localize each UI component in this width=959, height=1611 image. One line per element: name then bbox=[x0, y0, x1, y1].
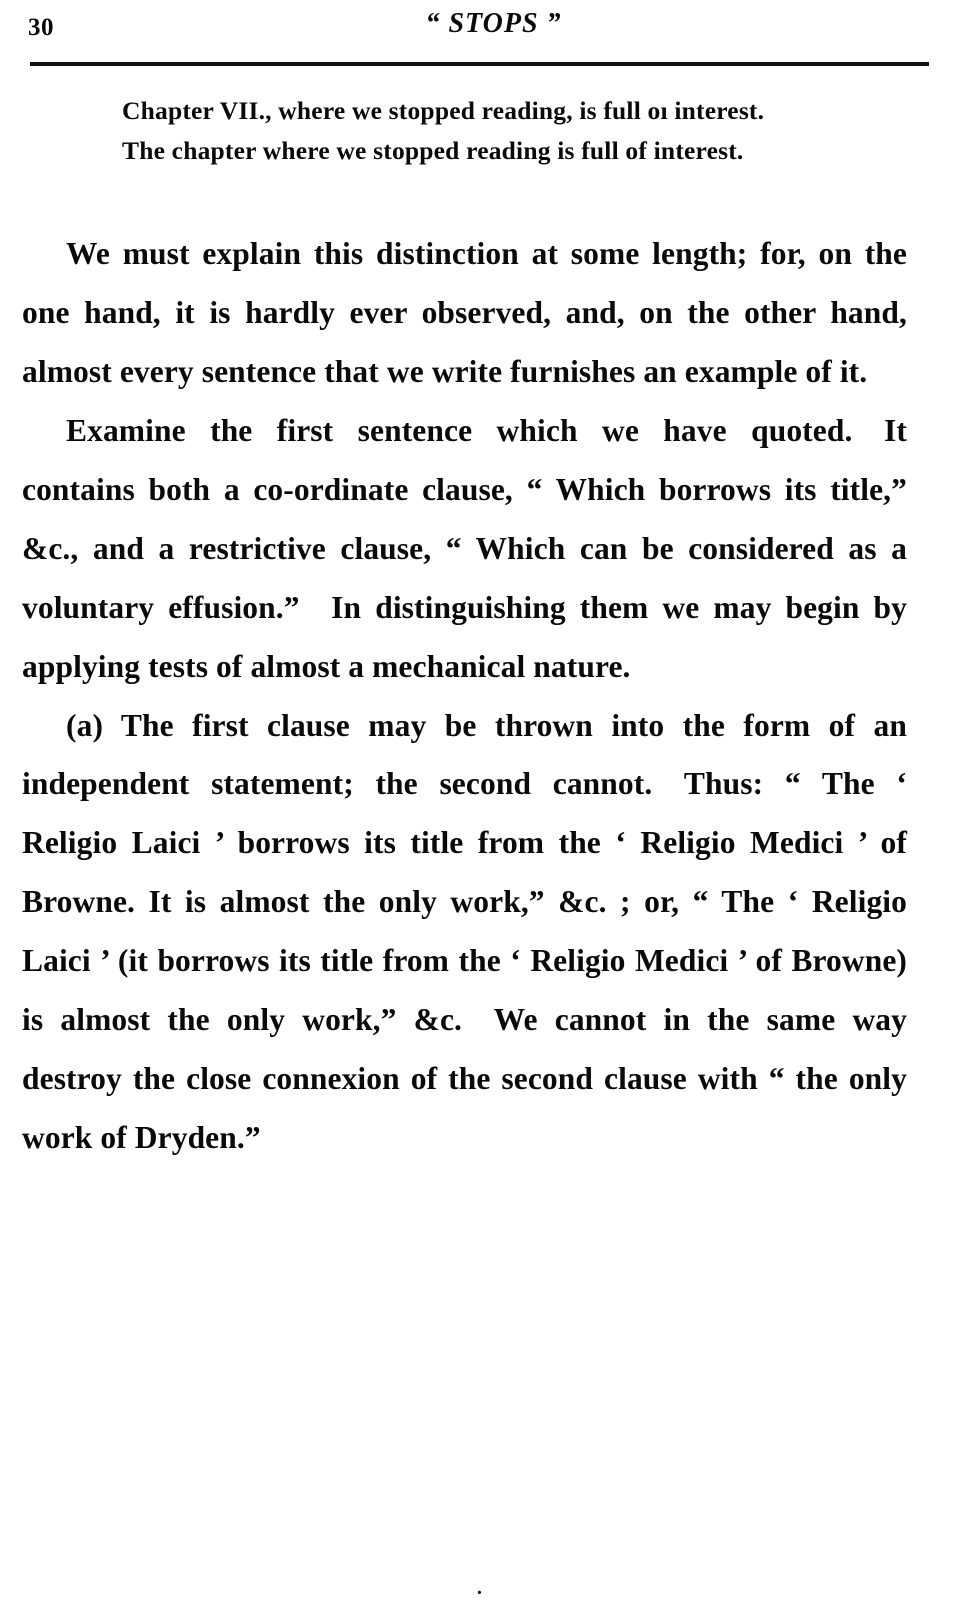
page-footer-mark: · bbox=[476, 1582, 483, 1604]
quoted-example-line-2: The chapter where we stopped reading is full of interest. bbox=[122, 135, 744, 165]
quoted-example-line-1: Chapter VII., where we stopped reading, is full oı interest. bbox=[122, 96, 765, 125]
body-paragraph-2: Examine the first sentence which we have quoted. It contains both a co-ordinate clause, “ Which borrows its title,” &c., and a restrictive clause, “ Which can be considered as a voluntary effusion.” In distinguishing them we may begin by applying tests of almost a mechanical nature. bbox=[22, 413, 907, 684]
page-number: 30 bbox=[28, 14, 54, 41]
body-paragraph-1: We must explain this distinction at some length; for, on the one hand, it is hardly ever observed, and, on the other hand, almost every sentence that we write furnishes an example of it. bbox=[22, 236, 907, 390]
body-text bbox=[22, 225, 907, 1167]
running-head-title: “ STOPS ” bbox=[425, 8, 562, 39]
header-divider-rule bbox=[30, 62, 929, 66]
page-header bbox=[28, 0, 931, 58]
quoted-examples-block bbox=[82, 92, 897, 169]
body-paragraph-3: (a) The first clause may be thrown into the form of an independent statement; the second cannot. Thus: “ The ‘ Religio Laici ’ borrows its title from the ‘ Religio Medici ’ of Browne. It is almost the only work,” &c. ; or, “ The ‘ Religio Laici ’ (it borrows its title from the ‘ Religio Medici ’ of Browne) is almost the only work,” &c. We cannot in the same way destroy the close connexion of the second clause with “ the only work of Dryden.” bbox=[22, 707, 907, 1155]
